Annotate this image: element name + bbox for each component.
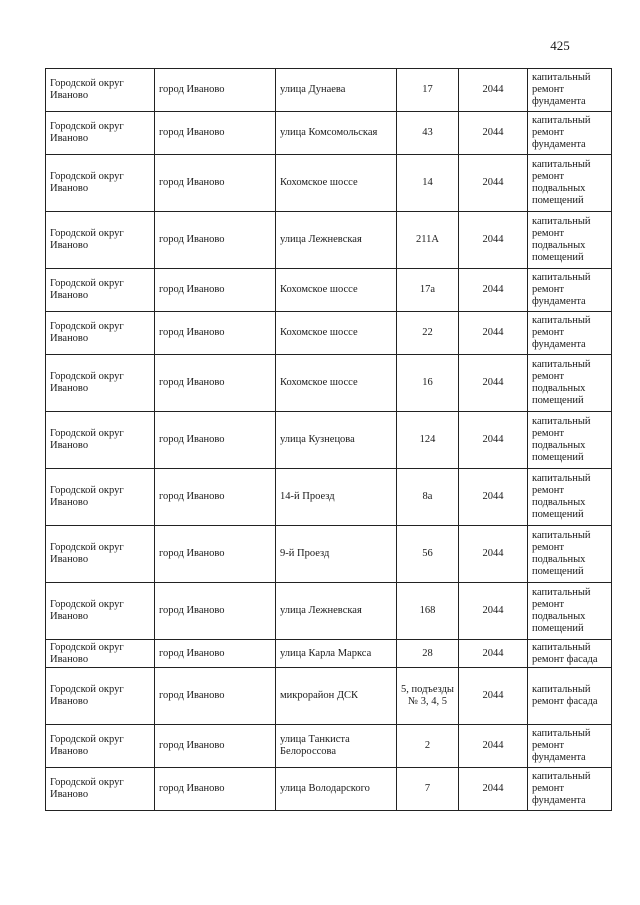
house-number-cell: 14 xyxy=(397,155,459,212)
work-type-cell: капитальный ремонт фундамента xyxy=(528,69,612,112)
house-number-cell: 211А xyxy=(397,212,459,269)
work-type-cell: капитальный ремонт фундамента xyxy=(528,768,612,811)
work-type-cell: капитальный ремонт подвальных помещений xyxy=(528,212,612,269)
street-cell: улица Дунаева xyxy=(276,69,397,112)
district-cell: Городской округ Иваново xyxy=(46,212,155,269)
table-row xyxy=(46,526,612,583)
district-cell: Городской округ Иваново xyxy=(46,69,155,112)
table-row xyxy=(46,355,612,412)
district-cell: Городской округ Иваново xyxy=(46,112,155,155)
city-cell: город Иваново xyxy=(155,526,276,583)
house-number-cell: 17а xyxy=(397,269,459,312)
work-type-cell: капитальный ремонт подвальных помещений xyxy=(528,583,612,640)
table-row xyxy=(46,212,612,269)
street-cell: улица Володарского xyxy=(276,768,397,811)
house-number-cell: 5, подъезды № 3, 4, 5 xyxy=(397,668,459,725)
city-cell: город Иваново xyxy=(155,583,276,640)
street-cell: Кохомское шоссе xyxy=(276,269,397,312)
district-cell: Городской округ Иваново xyxy=(46,155,155,212)
year-cell: 2044 xyxy=(459,312,528,355)
page-number: 425 xyxy=(550,38,570,53)
city-cell: город Иваново xyxy=(155,768,276,811)
table-row xyxy=(46,469,612,526)
table-row xyxy=(46,640,612,668)
street-cell: Кохомское шоссе xyxy=(276,355,397,412)
work-type-cell: капитальный ремонт фундамента xyxy=(528,269,612,312)
year-cell: 2044 xyxy=(459,269,528,312)
street-cell: 9-й Проезд xyxy=(276,526,397,583)
city-cell: город Иваново xyxy=(155,69,276,112)
house-number-cell: 28 xyxy=(397,640,459,668)
city-cell: город Иваново xyxy=(155,725,276,768)
district-cell: Городской округ Иваново xyxy=(46,312,155,355)
city-cell: город Иваново xyxy=(155,640,276,668)
city-cell: город Иваново xyxy=(155,355,276,412)
city-cell: город Иваново xyxy=(155,469,276,526)
work-type-cell: капитальный ремонт фундамента xyxy=(528,112,612,155)
work-type-cell: капитальный ремонт подвальных помещений xyxy=(528,155,612,212)
house-number-cell: 8а xyxy=(397,469,459,526)
city-cell: город Иваново xyxy=(155,112,276,155)
table-row xyxy=(46,668,612,725)
work-type-cell: капитальный ремонт фасада xyxy=(528,668,612,725)
year-cell: 2044 xyxy=(459,768,528,811)
year-cell: 2044 xyxy=(459,155,528,212)
city-cell: город Иваново xyxy=(155,269,276,312)
street-cell: 14-й Проезд xyxy=(276,469,397,526)
table-row xyxy=(46,583,612,640)
year-cell: 2044 xyxy=(459,69,528,112)
year-cell: 2044 xyxy=(459,212,528,269)
city-cell: город Иваново xyxy=(155,212,276,269)
district-cell: Городской округ Иваново xyxy=(46,725,155,768)
work-type-cell: капитальный ремонт подвальных помещений xyxy=(528,469,612,526)
district-cell: Городской округ Иваново xyxy=(46,412,155,469)
city-cell: город Иваново xyxy=(155,668,276,725)
city-cell: город Иваново xyxy=(155,412,276,469)
year-cell: 2044 xyxy=(459,355,528,412)
street-cell: улица Кузнецова xyxy=(276,412,397,469)
street-cell: улица Комсомольская xyxy=(276,112,397,155)
district-cell: Городской округ Иваново xyxy=(46,355,155,412)
district-cell: Городской округ Иваново xyxy=(46,583,155,640)
house-number-cell: 16 xyxy=(397,355,459,412)
street-cell: улица Лежневская xyxy=(276,583,397,640)
street-cell: улица Лежневская xyxy=(276,212,397,269)
district-cell: Городской округ Иваново xyxy=(46,768,155,811)
year-cell: 2044 xyxy=(459,469,528,526)
work-type-cell: капитальный ремонт подвальных помещений xyxy=(528,412,612,469)
year-cell: 2044 xyxy=(459,112,528,155)
year-cell: 2044 xyxy=(459,526,528,583)
work-type-cell: капитальный ремонт подвальных помещений xyxy=(528,526,612,583)
district-cell: Городской округ Иваново xyxy=(46,668,155,725)
city-cell: город Иваново xyxy=(155,312,276,355)
work-type-cell: капитальный ремонт фундамента xyxy=(528,725,612,768)
district-cell: Городской округ Иваново xyxy=(46,526,155,583)
street-cell: Кохомское шоссе xyxy=(276,155,397,212)
house-number-cell: 124 xyxy=(397,412,459,469)
street-cell: Кохомское шоссе xyxy=(276,312,397,355)
year-cell: 2044 xyxy=(459,583,528,640)
house-number-cell: 22 xyxy=(397,312,459,355)
register-body xyxy=(46,69,612,811)
table-row xyxy=(46,768,612,811)
table-row xyxy=(46,69,612,112)
street-cell: микрорайон ДСК xyxy=(276,668,397,725)
work-register-table xyxy=(45,68,612,811)
table-row xyxy=(46,725,612,768)
house-number-cell: 17 xyxy=(397,69,459,112)
year-cell: 2044 xyxy=(459,640,528,668)
street-cell: улица Танкиста Белороссова xyxy=(276,725,397,768)
table-row xyxy=(46,269,612,312)
street-cell: улица Карла Маркса xyxy=(276,640,397,668)
year-cell: 2044 xyxy=(459,412,528,469)
table-row xyxy=(46,155,612,212)
table-row xyxy=(46,312,612,355)
city-cell: город Иваново xyxy=(155,155,276,212)
district-cell: Городской округ Иваново xyxy=(46,640,155,668)
house-number-cell: 2 xyxy=(397,725,459,768)
year-cell: 2044 xyxy=(459,725,528,768)
district-cell: Городской округ Иваново xyxy=(46,469,155,526)
table-row xyxy=(46,412,612,469)
house-number-cell: 43 xyxy=(397,112,459,155)
district-cell: Городской округ Иваново xyxy=(46,269,155,312)
house-number-cell: 7 xyxy=(397,768,459,811)
year-cell: 2044 xyxy=(459,668,528,725)
work-type-cell: капитальный ремонт фасада xyxy=(528,640,612,668)
work-type-cell: капитальный ремонт подвальных помещений xyxy=(528,355,612,412)
house-number-cell: 168 xyxy=(397,583,459,640)
table-row xyxy=(46,112,612,155)
house-number-cell: 56 xyxy=(397,526,459,583)
work-type-cell: капитальный ремонт фундамента xyxy=(528,312,612,355)
